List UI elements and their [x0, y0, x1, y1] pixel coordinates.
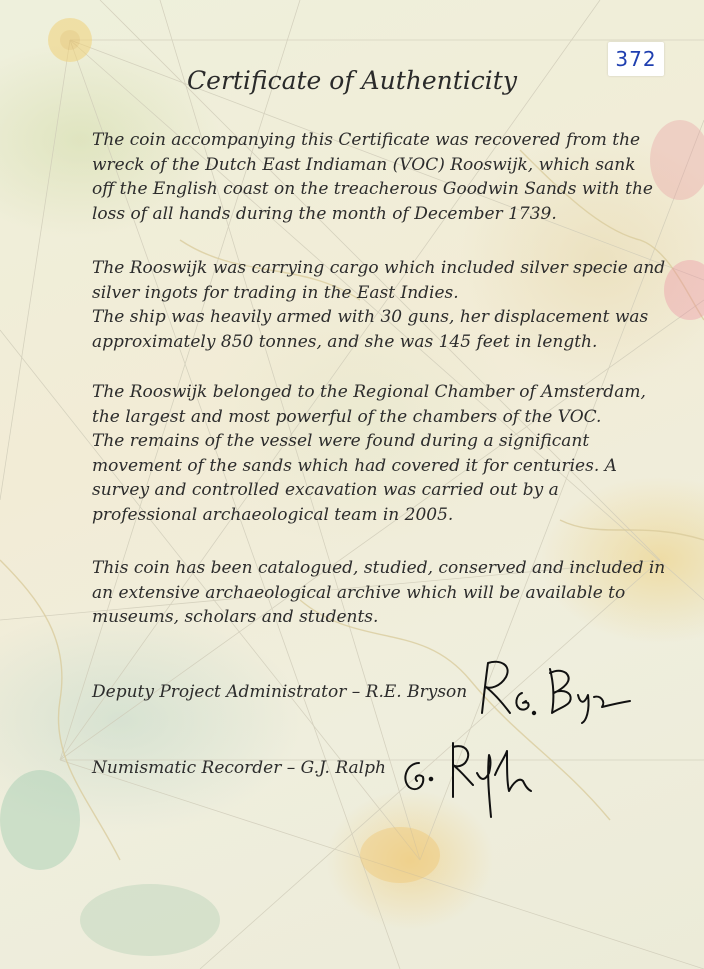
paragraph-line: the largest and most powerful of the chambers of the VOC.	[92, 406, 602, 427]
paragraph-line: The coin accompanying this Certificate was recovered from the	[92, 130, 641, 150]
signature-ralph	[395, 735, 555, 830]
paragraph-line: The Rooswijk belonged to the Regional Chamber of Amsterdam,	[92, 382, 646, 402]
signatory-label-deputy-administrator: Deputy Project Administrator – R.E. Bryson	[92, 682, 468, 702]
paragraph-line: survey and controlled excavation was carried out by a	[92, 480, 559, 500]
paragraph-recovery	[92, 128, 652, 226]
paragraph-cargo	[92, 256, 666, 354]
paragraph-line: wreck of the Dutch East Indiaman (VOC) Rooswijk, which sank	[92, 154, 636, 175]
paragraph-line: loss of all hands during the month of December 1739.	[92, 203, 557, 224]
paragraph-line: The remains of the vessel were found during a significant	[92, 431, 590, 451]
paragraph-archive	[92, 556, 666, 630]
paragraph-line: The ship was heavily armed with 30 guns, her displacement was	[92, 307, 649, 327]
signature-bryson	[470, 655, 640, 725]
paragraph-line: silver ingots for trading in the East Indies.	[92, 282, 459, 303]
serial-number-label: 372	[608, 42, 664, 76]
signatory-label-numismatic-recorder: Numismatic Recorder – G.J. Ralph	[92, 758, 386, 778]
paragraph-line: movement of the sands which had covered it for centuries. A	[92, 455, 617, 476]
land-tints	[0, 120, 704, 956]
paragraph-history	[92, 380, 652, 527]
certificate-title: Certificate of Authenticity	[187, 66, 517, 95]
paragraph-line: an extensive archaeological archive which will be available to	[92, 582, 626, 603]
paragraph-line: The Rooswijk was carrying cargo which included silver specie and	[92, 258, 666, 278]
paragraph-line: off the English coast on the treacherous Goodwin Sands with the	[92, 179, 653, 199]
paragraph-line: approximately 850 tonnes, and she was 145 feet in length.	[92, 331, 598, 352]
compass-rose	[48, 18, 92, 62]
paragraph-line: professional archaeological team in 2005.	[92, 504, 454, 525]
paragraph-line: This coin has been catalogued, studied, conserved and included in	[92, 558, 666, 578]
paragraph-line: museums, scholars and students.	[92, 607, 379, 627]
